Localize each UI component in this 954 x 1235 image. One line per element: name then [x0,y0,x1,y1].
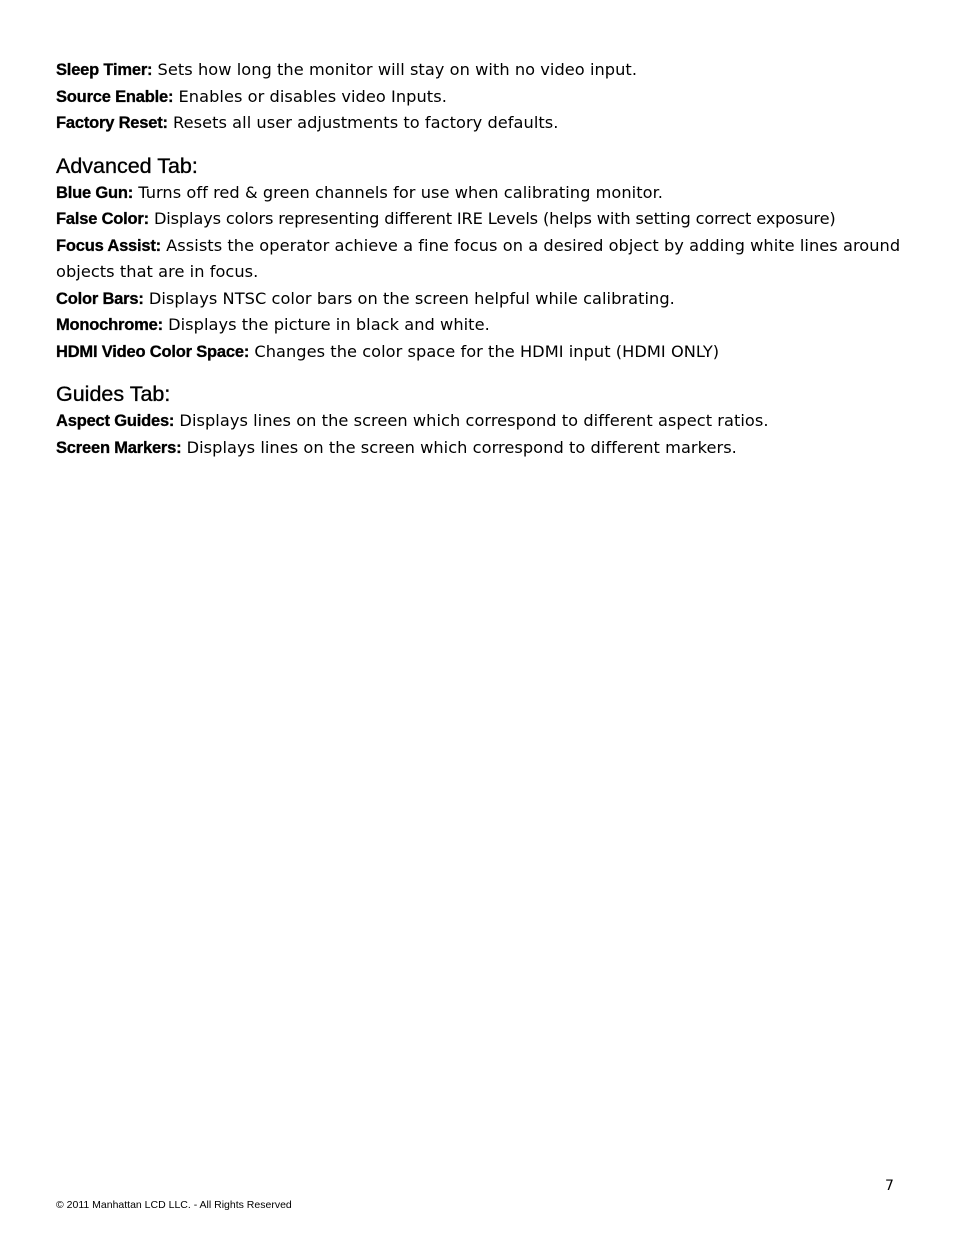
guides-tab-heading: Guides Tab: [56,382,171,406]
term-description: Resets all user adjustments to factory defaults. [167,113,559,132]
definition-sleep-timer [56,57,906,84]
term-description: Displays NTSC color bars on the screen helpful while calibrating. [143,288,675,308]
copyright-footer: © 2011 Manhattan LCD LLC. - All Rights Reserved [56,1199,292,1211]
term-label: Focus Assist: [56,236,161,255]
definition-factory-reset [56,110,906,137]
general-settings-section [56,57,906,137]
term-description: Turns off red & green channels for use when calibrating monitor. [133,182,663,202]
term-label: False Color: [56,210,149,228]
advanced-tab-heading: Advanced Tab: [56,153,198,178]
section-spacer [56,137,906,152]
term-label: Blue Gun: [56,183,134,202]
term-label: Factory Reset: [56,114,168,132]
definition-monochrome [56,312,906,339]
definition-blue-gun [56,180,906,207]
term-label: Source Enable: [56,87,174,106]
definition-aspect-guides [56,408,906,435]
term-label: Color Bars: [56,289,144,308]
term-label: Aspect Guides: [56,412,175,430]
definition-false-color [56,206,906,233]
term-description: Displays the picture in black and white. [162,315,490,334]
definition-source-enable [56,84,906,111]
term-description: Displays lines on the screen which correspond to different aspect ratios. [174,411,769,430]
definition-focus-assist [56,233,906,286]
section-spacer [56,365,906,380]
term-label: Sleep Timer: [56,61,153,79]
term-description: Displays colors representing different IRE Levels (helps with setting correct exposure) [148,209,836,228]
page-content [56,57,906,461]
definition-screen-markers [56,435,906,462]
guides-tab-section [56,380,906,461]
term-label: Screen Markers: [56,438,182,457]
term-description: Changes the color space for the HDMI input (HDMI ONLY) [249,341,720,361]
page-number: 7 [885,1178,894,1194]
term-label: Monochrome: [56,316,163,334]
term-description: Enables or disables video Inputs. [173,86,447,106]
definition-hdmi-video-color-space [56,339,906,366]
term-label: HDMI Video Color Space: [56,342,250,361]
definition-color-bars [56,286,906,313]
advanced-tab-section [56,152,906,366]
term-description: Sets how long the monitor will stay on with no video input. [152,60,638,79]
term-description: Displays lines on the screen which correspond to different markers. [181,437,737,457]
term-description: Assists the operator achieve a fine focus on a desired object by adding white lines around objects that are in focus. [56,235,901,281]
